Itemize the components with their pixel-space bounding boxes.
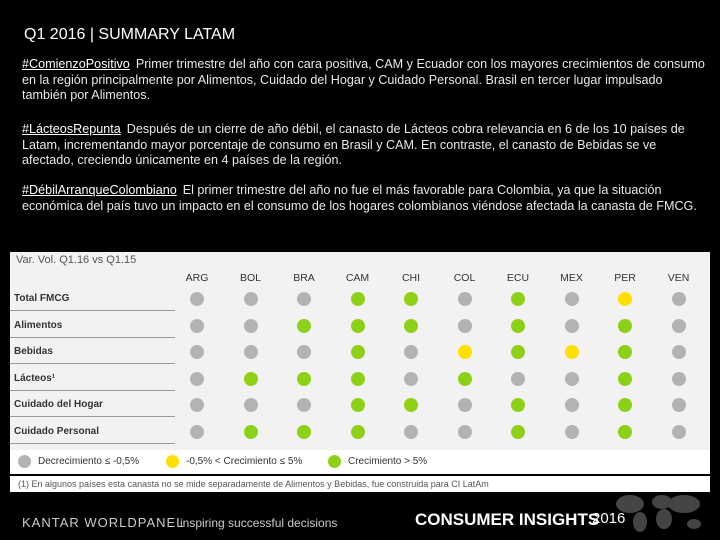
- hashtag-lacteos-repunta[interactable]: #LácteosRepunta: [22, 122, 121, 136]
- legend-dot-decrease: [18, 455, 31, 468]
- consumer-insights-brand: CONSUMER INSIGHTS: [415, 510, 600, 529]
- summary-paragraph-3: [22, 183, 708, 214]
- status-dot-bol: [244, 372, 258, 386]
- status-dot-arg: [190, 372, 204, 386]
- status-dot-per: [618, 425, 632, 439]
- status-dot-bol: [244, 398, 258, 412]
- legend-dot-low-growth: [166, 455, 179, 468]
- country-header-col: COL: [453, 272, 476, 284]
- footnote: (1) En algunos países esta canasta no se mide separadamente de Alimentos y Bebidas, fue construida para CI LatAm: [10, 476, 710, 492]
- matrix-row: [10, 341, 710, 364]
- row-label: Lácteos¹: [14, 372, 56, 384]
- status-dot-ven: [672, 345, 686, 359]
- status-dot-cam: [351, 319, 365, 333]
- status-dot-bra: [297, 425, 311, 439]
- matrix-row: [10, 315, 710, 338]
- status-dot-arg: [190, 292, 204, 306]
- status-dot-cam: [351, 398, 365, 412]
- status-dot-bol: [244, 319, 258, 333]
- row-label: Total FMCG: [14, 293, 70, 304]
- hashtag-debil-arranque-colombiano[interactable]: #DébilArranqueColombiano: [22, 183, 177, 197]
- status-dot-per: [618, 398, 632, 412]
- status-dot-mex: [565, 372, 579, 386]
- status-dot-col: [458, 319, 472, 333]
- status-dot-col: [458, 292, 472, 306]
- kantar-logo: KANTAR WORLDPANEL: [22, 515, 185, 530]
- row-divider: [10, 363, 175, 364]
- status-dot-arg: [190, 398, 204, 412]
- country-header-bol: BOL: [239, 272, 261, 284]
- legend-dot-high-growth: [328, 455, 341, 468]
- status-dot-cam: [351, 292, 365, 306]
- status-dot-mex: [565, 425, 579, 439]
- matrix-row: [10, 288, 710, 311]
- status-dot-col: [458, 425, 472, 439]
- legend: [10, 450, 710, 474]
- status-dot-ven: [672, 319, 686, 333]
- status-dot-mex: [565, 398, 579, 412]
- status-dot-cam: [351, 425, 365, 439]
- status-dot-bra: [297, 372, 311, 386]
- matrix-row: [10, 394, 710, 417]
- paragraph-text: Después de un cierre de año débil, el canasto de Lácteos cobra relevancia en 6 de los 10 países de Latam, incrementando mayor porcentaje de consumo en Brasil y CAM. En contraste, el canasto de Bebidas se ve afectado, creciendo únicamente en 4 países de la región.: [22, 122, 685, 167]
- row-divider: [10, 310, 175, 311]
- status-dot-arg: [190, 425, 204, 439]
- country-header-chi: CHI: [401, 272, 421, 284]
- country-header-bra: BRA: [293, 272, 315, 284]
- status-dot-bra: [297, 319, 311, 333]
- footer-bar: [10, 496, 710, 538]
- matrix-row: [10, 368, 710, 391]
- status-dot-bol: [244, 345, 258, 359]
- paragraph-text: El primer trimestre del año no fue el más favorable para Colombia, ya que la situación económica del país tuvo un impacto en el consumo de los hogares colombianos viéndose afectada la canasta de FMCG.: [22, 183, 697, 213]
- status-dot-chi: [404, 319, 418, 333]
- status-dot-col: [458, 372, 472, 386]
- status-dot-arg: [190, 345, 204, 359]
- matrix-row: [10, 421, 710, 444]
- status-dot-ecu: [511, 292, 525, 306]
- status-dot-chi: [404, 425, 418, 439]
- matrix-title: Var. Vol. Q1.16 vs Q1.15: [16, 254, 137, 266]
- status-dot-ven: [672, 425, 686, 439]
- status-dot-ecu: [511, 319, 525, 333]
- status-dot-chi: [404, 292, 418, 306]
- status-dot-chi: [404, 345, 418, 359]
- country-header-mex: MEX: [560, 272, 583, 284]
- country-header-arg: ARG: [185, 272, 209, 284]
- status-dot-bol: [244, 425, 258, 439]
- hashtag-comienzo-positivo[interactable]: #ComienzoPositivo: [22, 57, 130, 71]
- row-divider: [10, 390, 175, 391]
- status-dot-bra: [297, 345, 311, 359]
- status-dot-ecu: [511, 345, 525, 359]
- tagline: inspiring successful decisions: [180, 516, 338, 530]
- status-dot-cam: [351, 372, 365, 386]
- growth-matrix: [10, 252, 710, 450]
- status-dot-ecu: [511, 425, 525, 439]
- status-dot-mex: [565, 292, 579, 306]
- country-header-ven: VEN: [667, 272, 690, 284]
- status-dot-col: [458, 398, 472, 412]
- legend-label-low-growth: -0,5% < Crecimiento ≤ 5%: [186, 456, 303, 467]
- status-dot-ven: [672, 372, 686, 386]
- status-dot-mex: [565, 319, 579, 333]
- status-dot-chi: [404, 372, 418, 386]
- country-header-cam: CAM: [345, 272, 370, 284]
- status-dot-arg: [190, 319, 204, 333]
- row-divider: [10, 337, 175, 338]
- consumer-insights-year: 2016: [592, 510, 626, 527]
- legend-label-decrease: Decrecimiento ≤ -0,5%: [38, 456, 140, 467]
- paragraph-text: Primer trimestre del año con cara positiva, CAM y Ecuador con los mayores crecimientos de consumo en la región principalmente por Alimentos, Cuidado del Hogar y Cuidado Personal. Brasil en tercer lugar impulsado también por Alimentos.: [22, 57, 705, 102]
- status-dot-bol: [244, 292, 258, 306]
- status-dot-bra: [297, 398, 311, 412]
- summary-paragraph-1: [22, 57, 708, 104]
- row-label: Bebidas: [14, 346, 53, 357]
- summary-paragraph-2: [22, 122, 708, 169]
- status-dot-mex: [565, 345, 579, 359]
- row-label: Cuidado del Hogar: [14, 399, 103, 410]
- country-header-ecu: ECU: [506, 272, 530, 284]
- row-divider: [10, 443, 175, 444]
- status-dot-bra: [297, 292, 311, 306]
- status-dot-ven: [672, 292, 686, 306]
- row-label: Alimentos: [14, 319, 63, 331]
- legend-label-high-growth: Crecimiento > 5%: [348, 456, 428, 467]
- status-dot-per: [618, 372, 632, 386]
- status-dot-ecu: [511, 398, 525, 412]
- status-dot-ecu: [511, 372, 525, 386]
- status-dot-col: [458, 345, 472, 359]
- row-divider: [10, 416, 175, 417]
- status-dot-per: [618, 319, 632, 333]
- status-dot-ven: [672, 398, 686, 412]
- status-dot-cam: [351, 345, 365, 359]
- status-dot-per: [618, 292, 632, 306]
- country-header-per: PER: [614, 272, 636, 284]
- row-label: Cuidado Personal: [14, 425, 100, 437]
- status-dot-per: [618, 345, 632, 359]
- page-title: Q1 2016 | SUMMARY LATAM: [24, 26, 236, 43]
- status-dot-chi: [404, 398, 418, 412]
